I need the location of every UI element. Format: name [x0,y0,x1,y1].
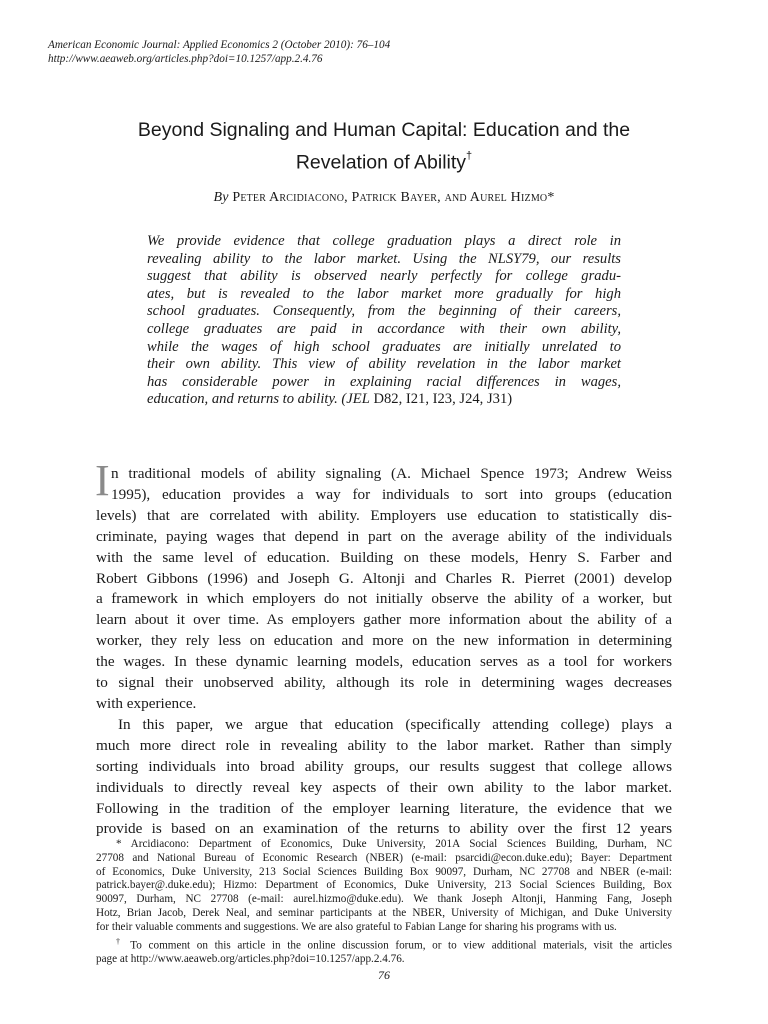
body-line: much more direct role in revealing ability to the labor market. Rather than simply [96,736,672,754]
jel-codes: D82, I21, I23, J24, J31) [369,391,513,408]
footnote-line: for their valuable comments and suggestions. We are also grateful to Fabian Lange for sharing his programs with us. [96,920,617,933]
journal-citation: American Economic Journal: Applied Economics 2 (October 2010): 76–104 [48,39,391,51]
body-text [95,456,672,840]
paragraph-2 [96,715,672,840]
body-line: criminate, paying wages that depend in part on the average ability of the individuals [96,527,672,545]
author-line [48,188,720,208]
title-line-1: Beyond Signaling and Human Capital: Education and the [137,119,631,141]
abstract-line: has considerable power in explaining racial differences in wages, [147,373,621,390]
body-line: Robert Gibbons (1996) and Joseph G. Altonji and Charles R. Pierret (2001) develop [96,569,672,587]
footnote-affiliations [96,838,672,935]
abstract-line: college graduates are paid in accordance with their own ability, [147,320,621,337]
body-line: individuals to directly reveal key aspects of their own ability to the labor market. [96,778,672,796]
abstract-last-prefix: education, and returns to ability. ( [147,391,347,408]
body-line: provide is based on an examination of the returns to ability over the first 12 years [96,820,672,838]
footnote-line: page at http://www.aeaweb.org/articles.php?doi=10.1257/app.2.4.76. [96,953,405,966]
body-line: sorting individuals into broad ability groups, our results suggest that college allows [96,757,672,775]
author-names: Peter Arcidiacono, Patrick Bayer, and Aurel Hizmo* [232,190,555,205]
abstract-line: ates, but is revealed to the labor market more gradually for high [147,285,621,302]
title-line-2 [60,144,708,177]
journal-url: http://www.aeaweb.org/articles.php?doi=10.1257/app.2.4.76 [48,53,323,65]
paper-title [60,116,708,177]
body-line: to signal their unobserved ability, although its role in determining wages decreases [96,674,672,692]
body-line: levels) that are correlated with ability. Employers use education to statistically dis- [96,506,672,524]
footnote-line: Hotz, Brian Jacob, Derek Neal, and seminar participants at the NBER, University of Michigan, and Duke University [96,906,672,919]
body-line: In this paper, we argue that education (specifically attending college) plays a [118,715,672,733]
title-line-2-text: Revelation of Ability [295,151,467,174]
body-line: Following in the tradition of the employer learning literature, the evidence that we [96,799,672,817]
footnote-dagger [96,935,672,967]
paragraph-1 [95,456,672,715]
abstract-line: school graduates. Consequently, from the beginning of their careers, [147,303,621,320]
title-dagger: † [466,150,473,162]
body-line: worker, they rely less on education and more on the new information in determining [96,632,672,650]
body-line: 1995), education provides a way for individuals to sort into groups (education [111,485,672,503]
body-line: a framework in which employers do not initially observe the ability of a worker, but [96,590,672,608]
abstract-line: We provide evidence that college graduation plays a direct role in [147,233,621,249]
footnote-line [96,935,672,954]
body-line: with experience. [96,694,197,712]
footnote-line: of Economics, Duke University, 213 Social Sciences Building Box 90097, Durham, NC 27708 and NBER (e-mail: [96,865,672,878]
footnote-dagger-mark: † [116,936,124,946]
jel-label: JEL [346,391,370,408]
footnote-dagger-text: To comment on this article in the online discussion forum, or to view additional materials, visit the articles [123,939,672,952]
drop-cap: I [95,456,110,505]
footnote-line: 27708 and National Bureau of Economic Research (NBER) (e-mail: psarcidi@econ.duke.edu); Bayer: Department [96,851,672,864]
footnotes [96,838,672,967]
author-by: By [213,190,229,205]
footnote-line: 90097, Durham, NC 27708 (e-mail: aurel.hizmo@duke.edu). We thank Joseph Altonji, Hanming Fang, Joseph [96,893,672,906]
page-number: 76 [378,968,390,982]
journal-header [48,38,728,66]
body-line: n traditional models of ability signaling (A. Michael Spence 1973; Andrew Weiss [111,465,672,482]
body-line: learn about it over time. As employers gather more information about the ability of a [96,611,672,629]
abstract-line: their own ability. This view of ability revelation in the labor market [147,356,621,373]
body-line: with the same level of education. Building on these models, Henry S. Farber and [96,548,672,566]
footnote-line: * Arcidiacono: Department of Economics, Duke University, 201A Social Sciences Building, Durham, NC [116,838,672,850]
abstract-line: while the wages of high school graduates are initially unrelated to [147,338,621,355]
abstract-line-last [147,391,621,409]
abstract-line: suggest that ability is observed nearly perfectly for college gradu- [147,268,621,285]
body-line: the wages. In these dynamic learning models, education serves as a tool for workers [96,653,672,671]
abstract [147,233,621,409]
footnote-line: patrick.bayer@.duke.edu); Hizmo: Department of Economics, Duke University, 213 Social Sciences Building, Box [96,879,672,892]
abstract-line: revealing ability to the labor market. Using the NLSY79, our results [147,250,621,267]
